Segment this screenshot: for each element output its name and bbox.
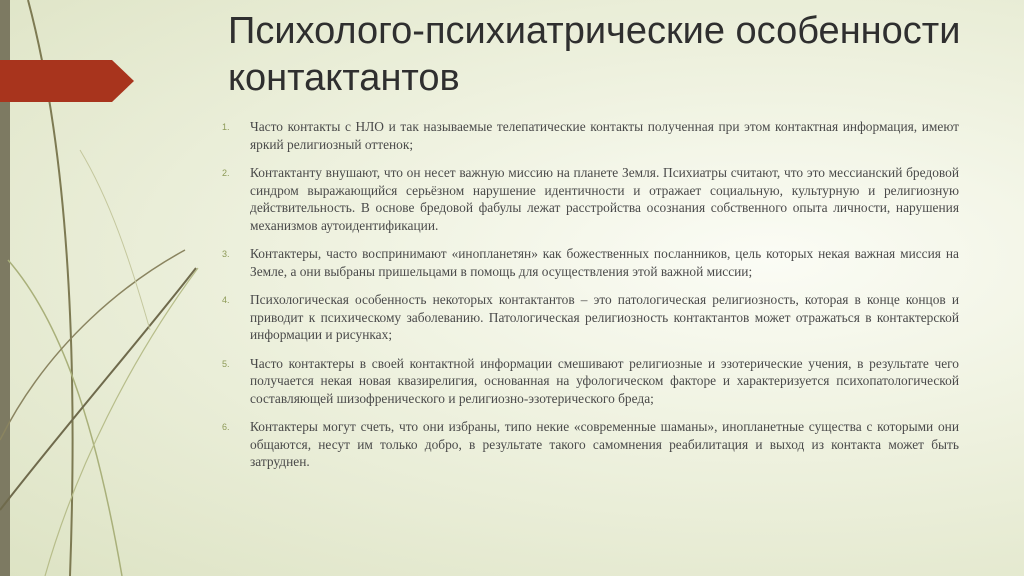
list-number: 6. — [222, 422, 230, 432]
list-item — [222, 164, 959, 234]
deco-curve-light — [8, 260, 122, 576]
decorative-curves — [0, 0, 230, 576]
list-number: 4. — [222, 295, 230, 305]
list-item — [222, 355, 959, 408]
list-item — [222, 418, 959, 471]
list-item-text: Часто контактеры в своей контактной информации смешивают религиозные и эзотерические учения, в результате чего получается некая новая квазирелигия, основанная на уфологическом факторе и характеризуется психопатологической составляющей шизофренического и религиозно-эзотерического бреда; — [250, 355, 959, 406]
list-item — [222, 291, 959, 344]
list-number: 3. — [222, 249, 230, 259]
list-item-text: Психологическая особенность некоторых контактантов – это патологическая религиозность, которая в конце концов и приводит к психическому заболеванию. Патологическая религиозность контактантов может отражаться в контактерской информации и рисунках; — [250, 292, 959, 342]
list-item-text: Контактанту внушают, что он несет важную миссию на планете Земля. Психиатры считают, что это мессианский бредовой синдром выражающийся серьёзном нарушение идентичности и отражает социальную, культурную и религиозную действительность. В основе бредовой фабулы лежат расстройства осознания собственного опыта личности, нарушения механизмов аутоидентификации. — [250, 165, 959, 233]
red-arrow-banner — [0, 60, 134, 102]
list-item-text: Часто контакты с НЛО и так называемые телепатические контакты полученная при этом контактная информация, имеют яркий религиозный оттенок; — [250, 119, 959, 152]
slide-title: Психолого-психиатрические особенности контактантов — [228, 10, 961, 99]
deco-curve-thin — [45, 268, 198, 576]
list-number: 2. — [222, 168, 230, 178]
deco-curve-faint — [80, 150, 150, 330]
numbered-list — [222, 118, 959, 482]
list-item-text: Контактеры, часто воспринимают «инопланетян» как божественных посланников, цель которых некая важная миссия на Земле, а они выбраны пришельцами в помощь для осуществления этой важной миссии; — [250, 246, 959, 279]
list-number: 1. — [222, 122, 230, 132]
list-number: 5. — [222, 358, 230, 369]
list-item-text: Контактеры могут счеть, что они избраны, типо некие «современные шаманы», инопланетные существа с которыми они общаются, несут им только добро, в результате такого самомнения реабилитация и выход из контакта может быть затруднен. — [250, 419, 959, 469]
list-item — [222, 118, 959, 153]
list-item — [222, 245, 959, 280]
deco-curve-sweep — [0, 250, 185, 440]
